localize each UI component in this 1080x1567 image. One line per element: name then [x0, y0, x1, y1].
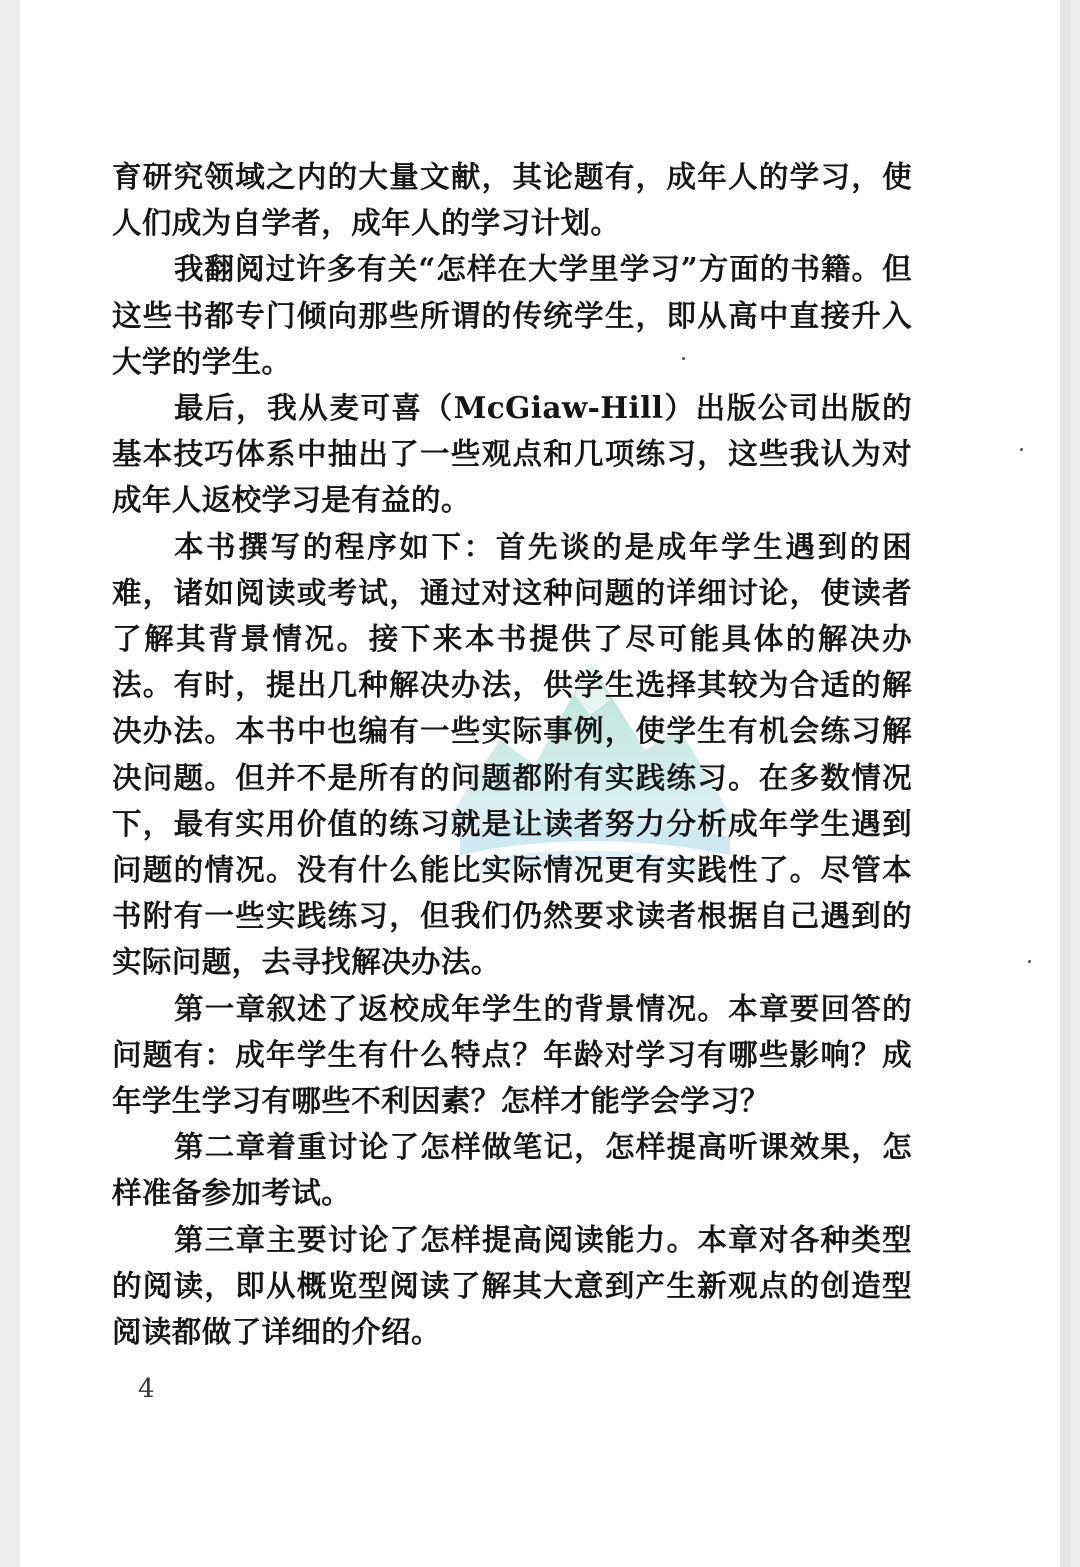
- scanned-page: [20, 0, 1070, 1567]
- paragraph-4: 本书撰写的程序如下：首先谈的是成年学生遇到的困难，诸如阅读或考试，通过对这种问题的详细讨论，使读者了解其背景情况。接下来本书提供了尽可能具体的解决办法。有时，提出几种解决办法，供学生选择其较为合适的解决办法。本书中也编有一些实际事例，使学生有机会练习解决问题。但并不是所有的问题都附有实践练习。在多数情况下，最有实用价值的练习就是让读者努力分析成年学生遇到问题的情况。没有什么能比实际情况更有实践性了。尽管本书附有一些实践练习，但我们仍然要求读者根据自己遇到的实际问题，去寻找解决办法。: [112, 528, 912, 980]
- paragraph-7: 第三章主要讨论了怎样提高阅读能力。本章对各种类型的阅读，即从概览型阅读了解其大意到产生新观点的创造型阅读都做了详细的介绍。: [112, 1221, 912, 1350]
- scan-speck: [1020, 448, 1023, 451]
- page-edge: [1060, 0, 1070, 1567]
- scan-speck: [1028, 960, 1031, 963]
- paragraph-2: 我翻阅过许多有关“怎样在大学里学习”方面的书籍。但这些书都专门倾向那些所谓的传统学生，即从高中直接升入大学的学生。: [112, 251, 912, 379]
- paragraph-5: 第一章叙述了返校成年学生的背景情况。本章要回答的问题有：成年学生有什么特点？年龄对学习有哪些影响？成年学生学习有哪些不利因素？怎样才能学会学习？: [112, 990, 912, 1119]
- paragraph-1: 育研究领域之内的大量文献，其论题有，成年人的学习，使人们成为自学者，成年人的学习计划。: [112, 159, 912, 241]
- body-text: [112, 154, 912, 1355]
- scan-speck: [682, 357, 685, 360]
- page-number: 4: [138, 1374, 155, 1404]
- paragraph-3: 最后，我从麦可喜（McGiaw-Hill）出版公司出版的基本技巧体系中抽出了一些观点和几项练习，这些我认为对成年人返校学习是有益的。: [112, 390, 912, 518]
- paragraph-6: 第二章着重讨论了怎样做笔记，怎样提高听课效果，怎样准备参加考试。: [112, 1129, 912, 1211]
